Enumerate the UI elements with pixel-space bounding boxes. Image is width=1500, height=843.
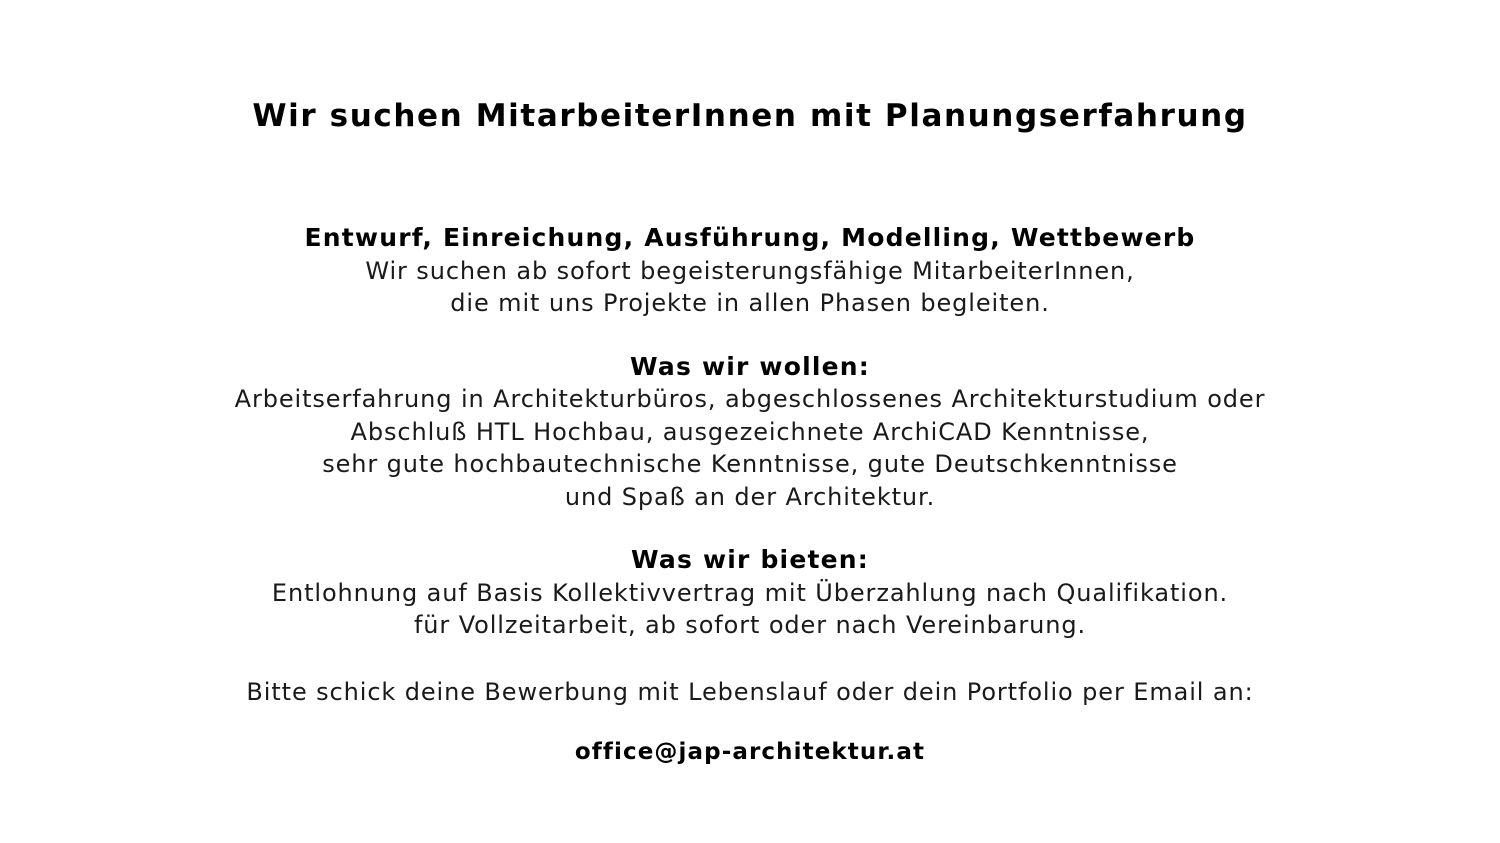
contact-email[interactable]: office@jap-architektur.at bbox=[574, 738, 926, 765]
section-gap-1 bbox=[0, 320, 1500, 350]
section-roles bbox=[0, 221, 1500, 320]
section-gap-2 bbox=[0, 513, 1500, 543]
section-requirements-line-4: und Spaß an der Architektur. bbox=[564, 482, 936, 511]
section-requirements-line-2: Abschluß HTL Hochbau, ausgezeichnete ArchiCAD Kenntnisse, bbox=[350, 417, 1150, 446]
section-requirements-heading: Was wir wollen: bbox=[630, 351, 870, 381]
section-roles-line-2: die mit uns Projekte in allen Phasen begleiten. bbox=[450, 289, 1050, 318]
section-offer bbox=[0, 543, 1500, 642]
section-offer-line-1: Entlohnung auf Basis Kollektivvertrag mit Überzahlung nach Qualifikation. bbox=[271, 578, 1229, 607]
section-offer-heading: Was wir bieten: bbox=[631, 545, 869, 575]
section-roles-line-1: Wir suchen ab sofort begeisterungsfähige MitarbeiterInnen, bbox=[365, 256, 1135, 285]
section-gap-4 bbox=[0, 708, 1500, 738]
title-spacer bbox=[0, 135, 1500, 221]
section-gap-3 bbox=[0, 642, 1500, 676]
section-requirements bbox=[0, 350, 1500, 513]
page-title: Wir suchen MitarbeiterInnen mit Planungserfahrung bbox=[252, 98, 1248, 134]
section-requirements-line-1: Arbeitserfahrung in Architekturbüros, abgeschlossenes Architekturstudium oder bbox=[234, 385, 1266, 414]
section-offer-line-2: für Vollzeitarbeit, ab sofort oder nach Vereinbarung. bbox=[413, 611, 1087, 640]
call-to-action-text: Bitte schick deine Bewerbung mit Lebenslauf oder dein Portfolio per Email an: bbox=[246, 677, 1254, 706]
section-roles-heading: Entwurf, Einreichung, Ausführung, Modelling, Wettbewerb bbox=[304, 223, 1196, 253]
section-requirements-line-3: sehr gute hochbautechnische Kenntnisse, gute Deutschkenntnisse bbox=[322, 450, 1178, 479]
